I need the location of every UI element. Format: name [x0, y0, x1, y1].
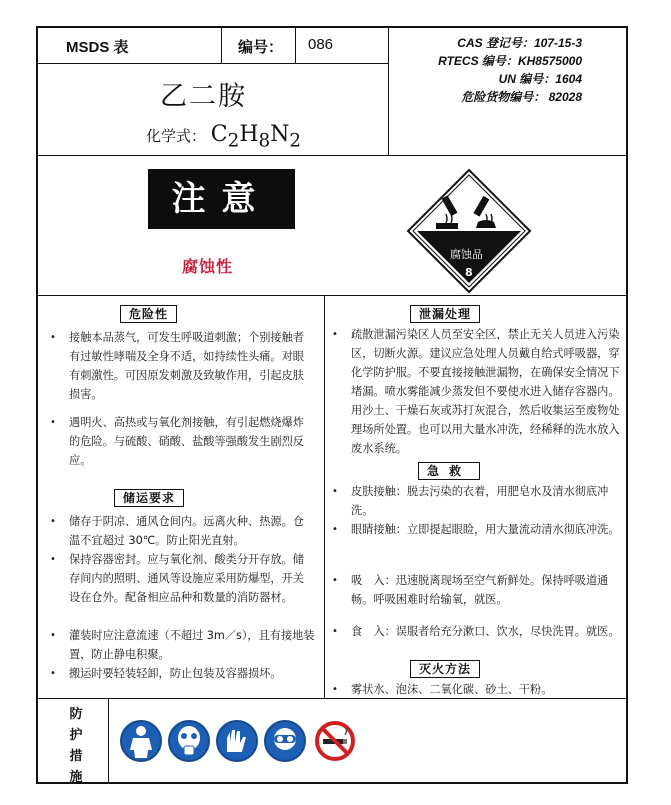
protective-gloves-icon [216, 720, 258, 762]
divider [388, 28, 389, 155]
rtecs-number: RTECS 编号：KH8575000 [438, 54, 582, 68]
first-aid-section-title: 急救 [418, 460, 480, 480]
protective-suit-icon [120, 720, 162, 762]
list-item: • 食 入：误服者给充分漱口、饮水，尽快洗胃。就医。 [332, 625, 620, 638]
list-item: • 保持容器密封。应与氧化剂、酸类分开存放。储存间内的照明、通风等设施应采用防爆型，开关设在仓外。配备相应品种和数量的消防器材。 [50, 553, 304, 604]
gas-mask-icon [168, 720, 210, 762]
list-item: • 搬运时要轻装轻卸，防止包装及容器损坏。 [50, 667, 282, 680]
ppe-label: 防护措施 [69, 707, 83, 785]
hazard-section-title: 危险性 [120, 303, 177, 323]
list-item: • 吸 入：迅速脱离现场至空气新鲜处。保持呼吸道通畅。呼吸困难时给输氧，就医。 [332, 574, 609, 606]
formula-label: 化学式： [146, 127, 207, 145]
number-value: 086 [308, 36, 334, 53]
chemical-name: 乙二胺 [160, 81, 247, 112]
msds-sheet [36, 26, 628, 784]
spill-section-title: 泄漏处理 [410, 303, 480, 323]
divider [295, 28, 296, 63]
list-item: • 遇明火、高热或与氧化剂接触，有引起燃烧爆炸的危险。与硫酸、硝酸、盐酸等强酸发生剧烈反应。 [50, 416, 304, 467]
dangerous-goods-number: 危险货物编号： 82028 [461, 90, 582, 104]
hazard-class: 腐蚀性 [182, 257, 234, 276]
list-item: • 灌装时应注意流速（不超过 3m／s），且有接地装置，防止静电积聚。 [50, 629, 315, 661]
divider [221, 28, 222, 63]
diamond-class: 8 [465, 266, 473, 279]
divider [38, 63, 388, 64]
fire-section-title: 灭火方法 [410, 658, 480, 678]
safety-goggles-icon [264, 720, 306, 762]
identification-codes [396, 34, 582, 106]
list-item: • 皮肤接触：脱去污染的衣着，用肥皂水及清水彻底冲洗。 [332, 485, 609, 517]
list-item: • 储存于阴凉、通风仓间内。远离火种、热源。仓温不宜超过 30℃。防止阳光直射。 [50, 515, 304, 547]
un-number: UN 编号：1604 [498, 72, 582, 86]
chemical-formula [146, 122, 301, 151]
formula-value: $C_2H_8N_2$ [210, 122, 302, 152]
number-label: 编号： [238, 39, 284, 56]
list-item: • 雾状水、泡沫、二氧化碳、砂土、干粉。 [332, 683, 553, 696]
diamond-label: 腐蚀品 [450, 248, 483, 261]
list-item: • 疏散泄漏污染区人员至安全区，禁止无关人员进入污染区，切断火源。建议应急处理人员戴自给式呼吸器，穿化学防护服。不要直接接触泄漏物，在确保安全情况下堵漏。喷水雾能减少蒸发但不要使水进入储存容器内。用沙土、干燥石灰或苏打灰混合，然后收集运至废物处理场所处置。也可以用大量水冲洗，经稀释的洗水放入废水系统。 [332, 328, 620, 455]
msds-label: MSDS 表 [66, 39, 129, 56]
warning-banner: 注意 [148, 169, 295, 229]
divider [108, 698, 109, 784]
no-smoking-icon [314, 720, 356, 762]
divider [38, 155, 628, 156]
corrosive-hazard-diamond [406, 168, 532, 294]
list-item: • 接触本品蒸气，可发生呼吸道刺激；个别接触者有过敏性哮喘及全身不适，如持续性头痛。对眼有刺激性。可因原发刺激及致敏作用，引起皮肤损害。 [50, 331, 304, 401]
divider [38, 295, 628, 296]
list-item: • 眼睛接触：立即提起眼睑，用大量流动清水彻底冲洗。 [332, 523, 620, 536]
divider [324, 295, 325, 698]
cas-number: CAS 登记号：107-15-3 [457, 36, 582, 50]
storage-section-title: 储运要求 [114, 487, 184, 507]
